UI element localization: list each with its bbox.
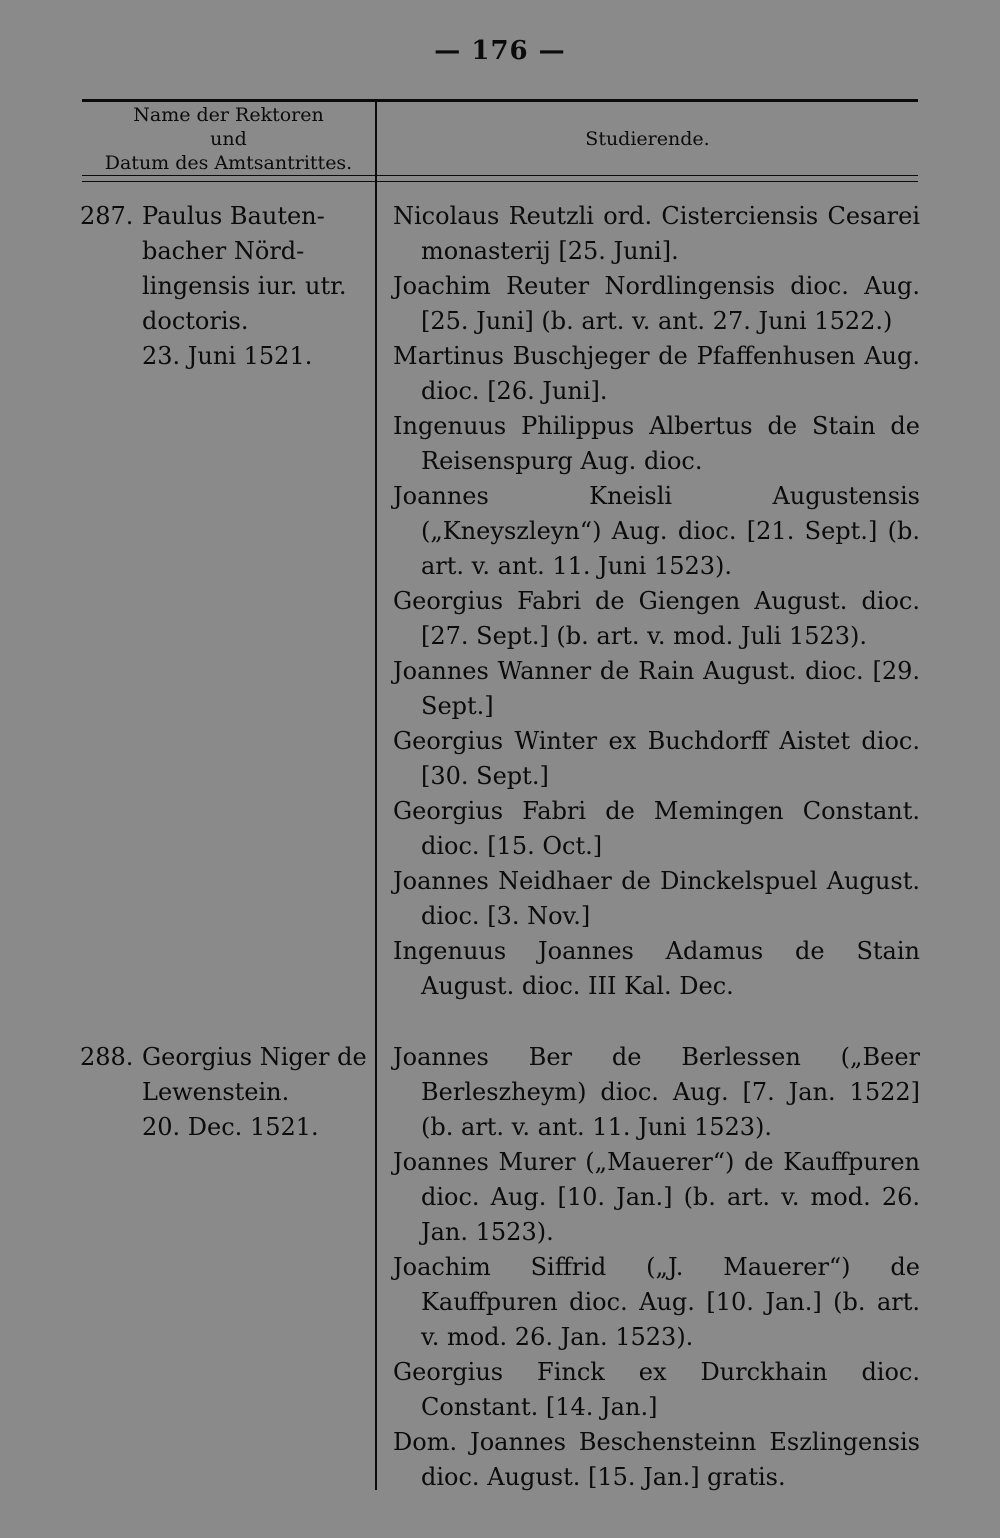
header-bottom-rule <box>82 175 918 176</box>
table-top-rule <box>82 99 918 102</box>
student-entry: Georgius Fabri de Memingen Constant. dioc. [15. Oct.] <box>393 797 920 860</box>
column-divider <box>375 100 377 1490</box>
student-entry: Joachim Reuter Nordlingensis dioc. Aug. [25. Juni] (b. art. v. ant. 27. Juni 1522.) <box>393 272 920 335</box>
student-entry: Ingenuus Philippus Albertus de Stain de Reisenspurg Aug. dioc. <box>393 412 920 475</box>
page-number: — 176 — <box>434 36 566 66</box>
column-header-rectors-line: Datum des Amtsantrittes. <box>104 152 353 174</box>
rector-date: 20. Dec. 1521. <box>142 1113 319 1141</box>
student-entry: Nicolaus Reutzli ord. Cisterciensis Cesarei monasterij [25. Juni]. <box>393 202 920 265</box>
rector-line: bacher Nörd- <box>142 237 305 265</box>
rector-entry-287 <box>80 199 365 374</box>
student-entry: Joannes Ber de Berlessen („Beer Berleszheym) dioc. Aug. [7. Jan. 1522] (b. art. v. ant. 11. Juni 1523). <box>393 1043 920 1141</box>
rector-line <box>80 199 365 234</box>
student-entry: Joannes Kneisli Augustensis („Kneyszleyn“) Aug. dioc. [21. Sept.] (b. art. v. ant. 11. Juni 1523). <box>393 482 920 580</box>
header-bottom-rule-second <box>82 181 918 182</box>
column-header-students: Studierende. <box>585 128 710 150</box>
column-header-rectors-line: und <box>210 128 247 150</box>
rector-line: Lewenstein. <box>142 1078 290 1106</box>
column-header-rectors-line: Name der Rektoren <box>133 104 324 126</box>
student-entry: Joannes Murer („Mauerer“) de Kauffpuren dioc. Aug. [10. Jan.] (b. art. v. mod. 26. Jan. 1523). <box>393 1148 920 1246</box>
student-entry: Dom. Joannes Beschensteinn Eszlingensis dioc. August. [15. Jan.] gratis. <box>393 1428 920 1491</box>
student-entry: Georgius Finck ex Durckhain dioc. Constant. [14. Jan.] <box>393 1358 920 1421</box>
rector-line: lingensis iur. utr. <box>142 272 347 300</box>
student-entry: Joachim Siffrid („J. Mauerer“) de Kauffpuren dioc. Aug. [10. Jan.] (b. art. v. mod. 26. Jan. 1523). <box>393 1253 920 1351</box>
rector-line: doctoris. <box>142 307 249 335</box>
student-entry: Joannes Neidhaer de Dinckelspuel August. dioc. [3. Nov.] <box>393 867 920 930</box>
rector-line <box>80 1040 365 1075</box>
student-entry: Martinus Buschjeger de Pfaffenhusen Aug. dioc. [26. Juni]. <box>393 342 920 405</box>
student-list-287 <box>393 199 920 1004</box>
rector-number: 288. <box>80 1043 134 1071</box>
rector-date: 23. Juni 1521. <box>142 342 313 370</box>
rector-number: 287. <box>80 202 134 230</box>
column-header-rectors <box>82 103 375 175</box>
student-entry: Joannes Wanner de Rain August. dioc. [29. Sept.] <box>393 657 920 720</box>
student-entry: Georgius Fabri de Giengen August. dioc. [27. Sept.] (b. art. v. mod. Juli 1523). <box>393 587 920 650</box>
rector-name: Georgius Niger de <box>142 1043 367 1071</box>
student-entry: Ingenuus Joannes Adamus de Stain August. dioc. III Kal. Dec. <box>393 937 920 1000</box>
rector-name: Paulus Bauten- <box>142 202 325 230</box>
student-entry: Georgius Winter ex Buchdorff Aistet dioc. [30. Sept.] <box>393 727 920 790</box>
student-list-288 <box>393 1040 920 1495</box>
rector-entry-288 <box>80 1040 365 1145</box>
